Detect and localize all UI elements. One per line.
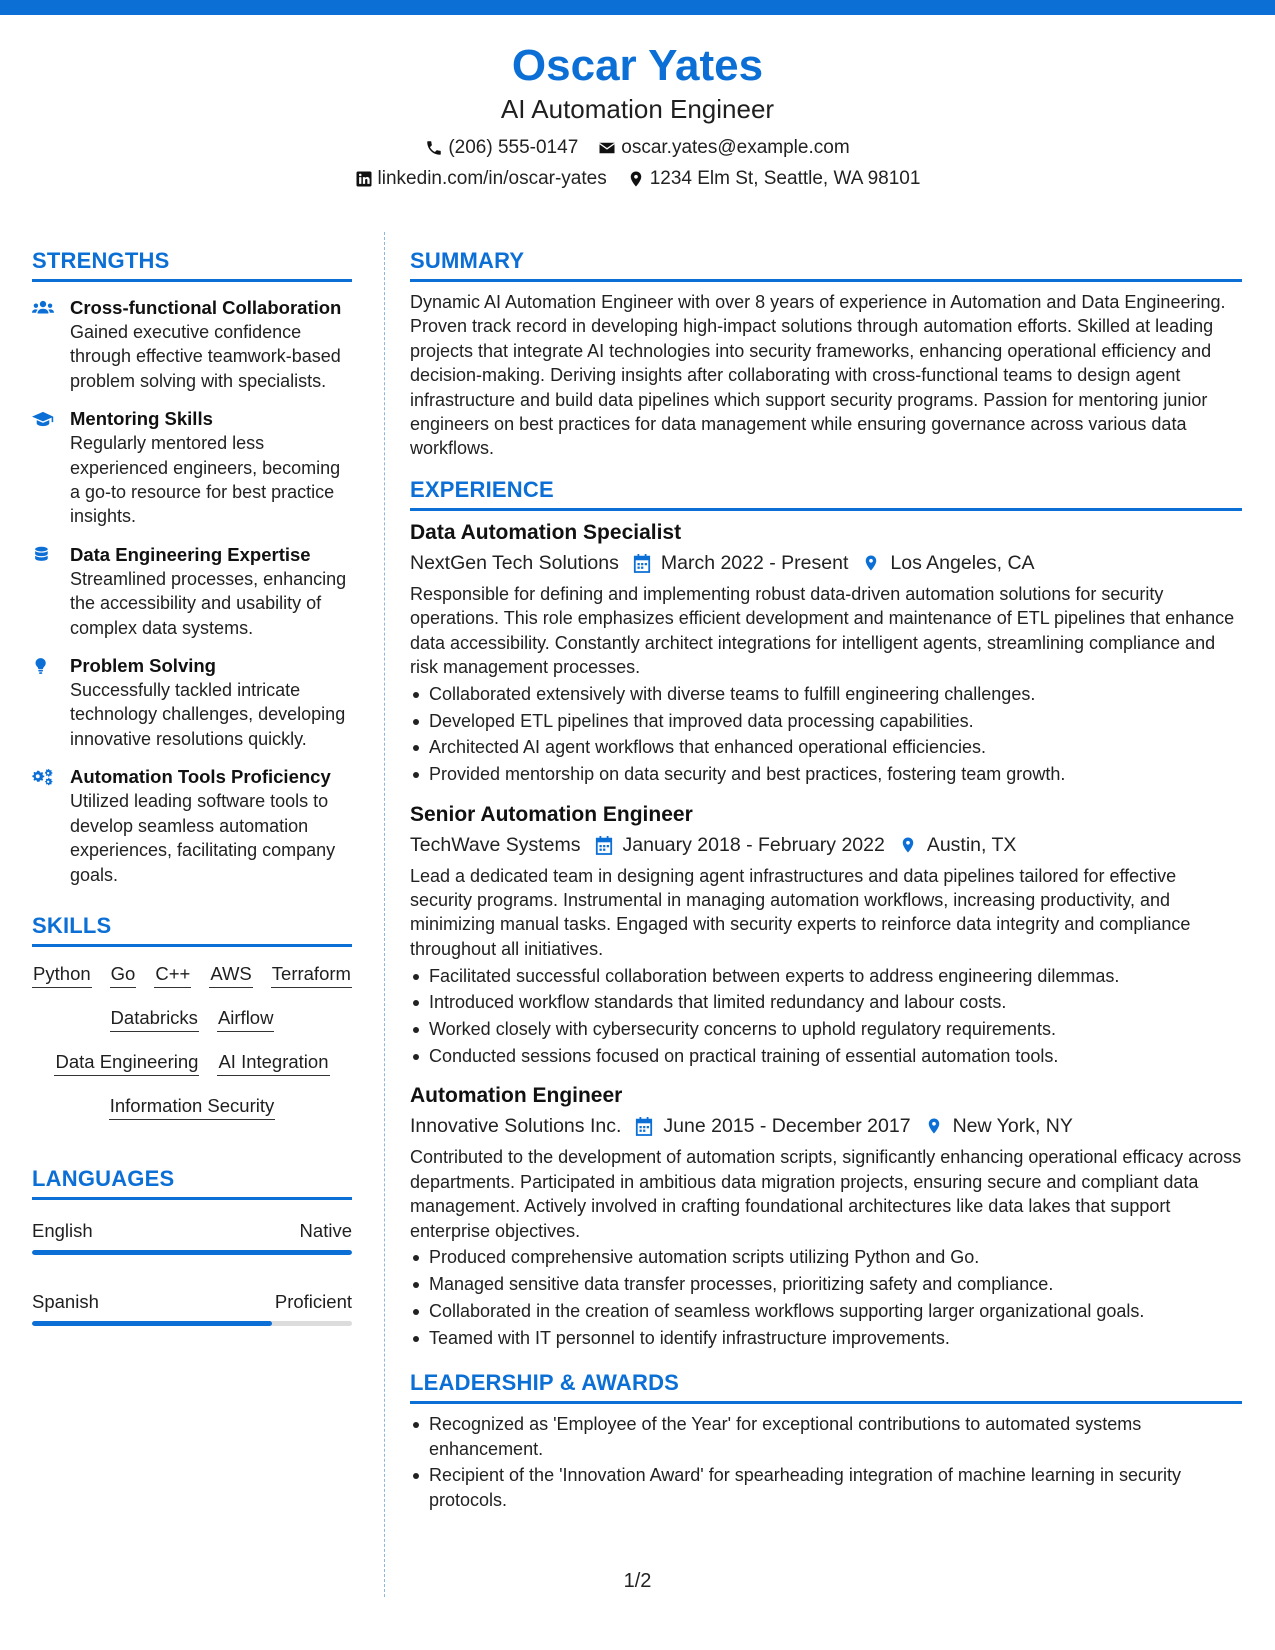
lightbulb-icon <box>32 656 54 676</box>
skill-tag: Airflow <box>217 1005 275 1032</box>
right-column <box>410 246 1242 1512</box>
job-title: Data Automation Specialist <box>410 520 682 544</box>
bullet-item: Collaborated in the creation of seamless workflows supporting larger organizational goals. <box>410 1299 1242 1323</box>
skill-tag: C++ <box>154 961 191 988</box>
strength-item <box>32 543 352 640</box>
bullet-item: Produced comprehensive automation scripts utilizing Python and Go. <box>410 1245 1242 1269</box>
strengths-heading: STRENGTHS <box>32 246 352 282</box>
strength-item <box>32 407 352 529</box>
candidate-name: Oscar Yates <box>511 41 764 90</box>
job-bullets <box>410 964 1242 1069</box>
left-column <box>32 246 352 1326</box>
experience-entry <box>410 801 1242 1069</box>
bullet-item: Developed ETL pipelines that improved data processing capabilities. <box>410 709 1242 733</box>
language-level: Native <box>299 1219 352 1241</box>
job-location: Los Angeles, CA <box>890 551 1035 574</box>
language-item <box>32 1218 352 1255</box>
job-title: Senior Automation Engineer <box>410 802 693 826</box>
skills-heading: SKILLS <box>32 911 352 947</box>
address-text: 1234 Elm St, Seattle, WA 98101 <box>649 168 921 189</box>
skill-tag: Terraform <box>271 961 352 988</box>
bullet-item: Teamed with IT personnel to identify infrastructure improvements. <box>410 1326 1242 1350</box>
linkedin-text: linkedin.com/in/oscar-yates <box>377 168 607 189</box>
strength-title: Mentoring Skills <box>70 408 213 430</box>
skill-tag: Go <box>110 961 137 988</box>
job-location: New York, NY <box>952 1115 1073 1138</box>
database-icon <box>32 545 54 565</box>
strength-item <box>32 765 352 887</box>
map-pin-icon <box>899 835 917 855</box>
skills-list <box>32 961 352 1120</box>
skill-tag: AWS <box>209 961 252 988</box>
calendar-icon <box>635 1116 653 1136</box>
award-item: Recipient of the 'Innovation Award' for spearheading integration of machine learning in security protocols. <box>410 1463 1242 1512</box>
resume-header <box>0 40 1275 192</box>
phone-text: (206) 555-0147 <box>448 137 579 158</box>
calendar-icon <box>595 835 613 855</box>
skill-tag: Information Security <box>109 1093 276 1120</box>
summary-text: Dynamic AI Automation Engineer with over 8 years of experience in Automation and Data Engineering. Proven track record in developing high-impact solutions through automation efforts. Skilled at leading projects that integrate AI technologies into security frameworks, enhancing operational efficiency and decision-making. Deriving insights after collaborating with cross-functional teams to design agent infrastructure and build data pipelines which support security programs. Passion for mentoring junior engineers on best practices for data management while ensuring governance across various data workflows. <box>410 292 1226 459</box>
language-item <box>32 1289 352 1326</box>
experience-heading: EXPERIENCE <box>410 475 1242 511</box>
gears-icon <box>32 767 54 787</box>
contact-row-2 <box>0 166 1275 192</box>
language-name: Spanish <box>32 1290 99 1312</box>
language-name: English <box>32 1219 93 1241</box>
job-description: Contributed to the development of automation scripts, significantly enhancing operational efficacy across departments. Participated in ambitious data migration projects, ensuring secure and compliant data management. Actively involved in crafting foundational architectures like data lakes that support enterprise objectives. <box>410 1147 1242 1241</box>
strength-title: Automation Tools Proficiency <box>70 766 331 788</box>
strength-desc: Gained executive confidence through effective teamwork-based problem solving with specialists. <box>70 322 341 391</box>
email-contact[interactable] <box>598 135 849 161</box>
language-proficiency-bar <box>32 1321 352 1326</box>
graduation-cap-icon <box>32 409 54 429</box>
linkedin-icon <box>355 170 373 188</box>
top-accent-bar <box>0 0 1275 15</box>
address-contact <box>627 166 921 192</box>
job-dates: January 2018 - February 2022 <box>622 833 885 856</box>
bullet-item: Managed sensitive data transfer processes, prioritizing safety and compliance. <box>410 1272 1242 1296</box>
contact-row-1 <box>0 135 1275 161</box>
strength-desc: Successfully tackled intricate technology challenges, developing innovative resolutions quickly. <box>70 680 346 749</box>
awards-list <box>410 1412 1242 1512</box>
job-dates: June 2015 - December 2017 <box>663 1115 911 1138</box>
job-bullets <box>410 682 1242 787</box>
map-pin-icon <box>627 170 645 188</box>
map-pin-icon <box>862 553 880 573</box>
language-proficiency-fill <box>32 1321 272 1326</box>
company-name: TechWave Systems <box>410 833 581 856</box>
bullet-item: Architected AI agent workflows that enhanced operational efficiencies. <box>410 735 1242 759</box>
bullet-item: Worked closely with cybersecurity concerns to uphold regulatory requirements. <box>410 1017 1242 1041</box>
bullet-item: Collaborated extensively with diverse teams to fulfill engineering challenges. <box>410 682 1242 706</box>
language-proficiency-bar <box>32 1250 352 1255</box>
strength-item <box>32 654 352 751</box>
awards-heading: LEADERSHIP & AWARDS <box>410 1368 1242 1404</box>
job-bullets <box>410 1245 1242 1350</box>
skill-tag: Python <box>32 961 92 988</box>
skill-tag: Data Engineering <box>54 1049 199 1076</box>
phone-contact[interactable] <box>425 135 578 161</box>
experience-entry <box>410 519 1242 787</box>
candidate-title: AI Automation Engineer <box>500 94 775 124</box>
company-name: NextGen Tech Solutions <box>410 551 619 574</box>
summary-heading: SUMMARY <box>410 246 1242 282</box>
bullet-item: Conducted sessions focused on practical training of essential automation tools. <box>410 1044 1242 1068</box>
languages-heading: LANGUAGES <box>32 1164 352 1200</box>
bullet-item: Facilitated successful collaboration between experts to address engineering dilemmas. <box>410 964 1242 988</box>
strength-title: Data Engineering Expertise <box>70 543 311 565</box>
phone-icon <box>425 139 443 157</box>
experience-entry <box>410 1082 1242 1350</box>
job-location: Austin, TX <box>926 833 1017 856</box>
strength-desc: Streamlined processes, enhancing the accessibility and usability of complex data systems. <box>70 568 347 638</box>
job-title: Automation Engineer <box>410 1084 623 1108</box>
email-text: oscar.yates@example.com <box>621 137 850 158</box>
bullet-item: Provided mentorship on data security and best practices, fostering team growth. <box>410 762 1242 786</box>
strength-desc: Utilized leading software tools to develop seamless automation experiences, facilitating company goals. <box>70 791 336 885</box>
envelope-icon <box>598 139 616 157</box>
skill-tag: AI Integration <box>217 1049 329 1076</box>
calendar-icon <box>633 553 651 573</box>
job-dates: March 2022 - Present <box>660 551 849 574</box>
column-divider <box>384 232 385 1597</box>
page-number: 1/2 <box>623 1570 652 1592</box>
users-icon <box>32 298 54 318</box>
company-name: Innovative Solutions Inc. <box>410 1115 622 1138</box>
job-description: Responsible for defining and implementing robust data-driven automation solutions for security operations. This role emphasizes efficient development and maintenance of ETL pipelines that enhance data accessibility. Constantly architect integrations for intelligent agents, streamlining compliance and risk management processes. <box>410 583 1235 678</box>
strength-title: Problem Solving <box>70 655 216 677</box>
bullet-item: Introduced workflow standards that limited redundancy and labour costs. <box>410 990 1242 1014</box>
language-proficiency-fill <box>32 1250 352 1255</box>
strength-title: Cross-functional Collaboration <box>70 297 342 318</box>
job-description: Lead a dedicated team in designing agent infrastructures and data pipelines tailored for effective security programs. Instrumental in managing automation workflows, increasing productivity, and minimizing manual tasks. Engaged with security experts to reinforce data integrity and compliance throughout all initiatives. <box>410 865 1191 959</box>
strength-item <box>32 296 352 393</box>
language-level: Proficient <box>274 1290 352 1312</box>
skill-tag: Databricks <box>110 1005 199 1032</box>
linkedin-contact[interactable] <box>355 166 607 192</box>
award-item: Recognized as 'Employee of the Year' for exceptional contributions to automated systems enhancement. <box>410 1412 1242 1461</box>
map-pin-icon <box>925 1116 943 1136</box>
strength-desc: Regularly mentored less experienced engineers, becoming a go-to resource for best practice insights. <box>70 433 341 527</box>
